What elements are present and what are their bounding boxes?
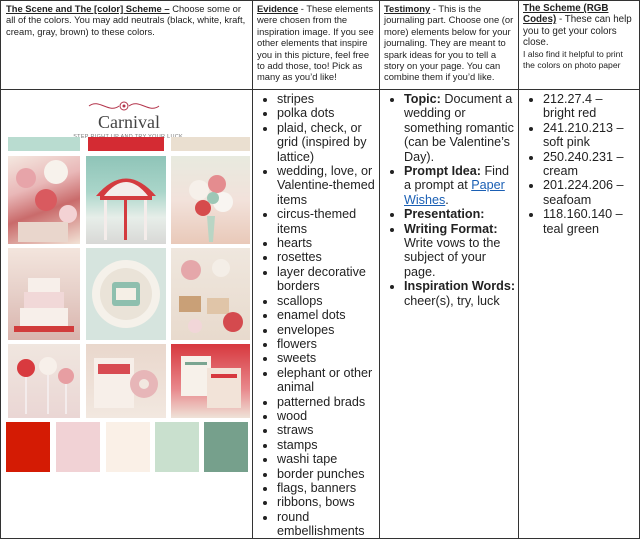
topic-label: Topic: [404,92,441,106]
testimony-presentation [404,207,516,221]
testimony-inspiration [404,279,516,308]
treats-illustration [171,248,250,340]
header-scheme-title: The Scheme (RGB Codes) [523,3,609,26]
color-strip [88,137,164,151]
balloons-illustration [8,156,80,244]
header-testimony-title: Testimony [384,3,431,14]
topic-text: Document a wedding or something romantic (can be Valentine’s Day). [404,92,514,164]
evidence-item: • polka dots [277,106,377,120]
evidence-item: • border punches [277,467,377,481]
photo-tile-tent [86,156,166,244]
inspiration-label: Inspiration Words: [404,279,516,294]
prompt-end: . [445,192,449,207]
inspiration-text: cheer(s), try, luck [404,293,500,308]
writing-label: Writing Format: [404,221,498,236]
photo-tile-stationery [171,344,250,418]
testimony-cell [380,90,518,538]
evidence-item: • washi tape [277,452,377,466]
evidence-item: • elephant or other animal [277,366,377,395]
evidence-item: • wood [277,409,377,423]
color-strip [8,137,80,151]
prompt-label: Prompt Idea: [404,164,481,179]
header-evidence-title: Evidence [257,3,299,14]
scheme-item: • 250.240.231 – cream [543,150,637,179]
evidence-item: • envelopes [277,323,377,337]
header-scene [2,1,252,89]
evidence-list [257,92,377,539]
scheme-item: • 201.224.206 – seafoam [543,178,637,207]
paper-wishes-link[interactable]: Paper Wishes [404,178,505,207]
color-swatch [155,422,199,472]
bouquet-illustration [171,156,250,244]
evidence-item: • scallops [277,294,377,308]
photo-tile-treats [171,248,250,340]
photo-tile-balloons [8,156,80,244]
board-title: Carnival [98,112,160,132]
evidence-item: • sweets [277,351,377,365]
photo-tile-plate [86,248,166,340]
scheme-item: • 118.160.140 – teal green [543,207,637,236]
header-scheme-text: - These can help you to get your colors close. [523,14,632,49]
prompt-text: Find a prompt at [404,164,509,193]
header-scene-title: The Scene and The [color] Scheme – [6,3,170,14]
color-swatch [106,422,150,472]
photo-tile-cake [8,248,80,340]
board-subtitle: STEP [73,134,89,140]
photo-tile-bouquet [171,156,250,244]
scheme-item: • 241.210.213 – soft pink [543,121,637,150]
writing-text: Write vows to the subject of your page. [404,236,501,279]
evidence-item: • rosettes [277,250,377,264]
evidence-item: • circus-themed items [277,207,377,236]
evidence-item: • layer decorative borders [277,265,377,294]
scheme-item: • 212.27.4 – bright red [543,92,637,121]
tent-illustration [86,156,166,244]
photo-tile-donut [86,344,166,418]
evidence-item: • patterned brads [277,395,377,409]
testimony-list [384,92,516,308]
header-testimony [380,1,518,89]
evidence-item: • wedding, love, or Valentine-themed items [277,164,377,207]
header-evidence-text: - These elements were chosen from the inspiration image. If you see other elements that inspire you in this picture, feel free to add those, too! Pick as many as you’d like! [257,3,374,83]
inspiration-board [6,92,252,535]
evidence-item: • plaid, check, or grid (inspired by lattice) [277,121,377,164]
color-swatch [204,422,248,472]
testimony-topic [404,92,516,164]
cakepops-illustration [8,344,80,418]
evidence-cell [253,90,379,538]
photo-tile-cakepops [8,344,80,418]
evidence-item: • straws [277,423,377,437]
evidence-item: • hearts [277,236,377,250]
color-swatch [56,422,100,472]
evidence-item: • enamel dots [277,308,377,322]
stationery-illustration [171,344,250,418]
header-testimony-text: - This is the journaling part. Choose one (or more) elements below for your journaling. They are meant to spark ideas for you to tell a story on your page. You can combine them if you’d like. [384,3,514,83]
evidence-item: • flags, banners [277,481,377,495]
testimony-prompt [404,164,516,207]
scheme-list [523,92,637,236]
header-scheme-note: I also find it helpful to print the colors on photo paper [523,48,623,71]
presentation-label: Presentation: [404,207,485,222]
cake-illustration [8,248,80,340]
plate-illustration [86,248,166,340]
evidence-item: • ribbons, bows [277,495,377,509]
evidence-item: • stripes [277,92,377,106]
color-swatch [6,422,50,472]
scheme-cell [519,90,639,538]
testimony-writing [404,222,516,280]
evidence-item: • stamps [277,438,377,452]
evidence-item: • round embellishments [277,510,377,539]
color-strip [171,137,250,151]
header-evidence [253,1,379,89]
evidence-item: • flowers [277,337,377,351]
header-scene-text: Choose some or all of the colors. You may add neutrals (black, white, kraft, cream, gray, brown) to these colors. [6,3,246,37]
donut-illustration [86,344,166,418]
header-scheme [519,1,639,89]
